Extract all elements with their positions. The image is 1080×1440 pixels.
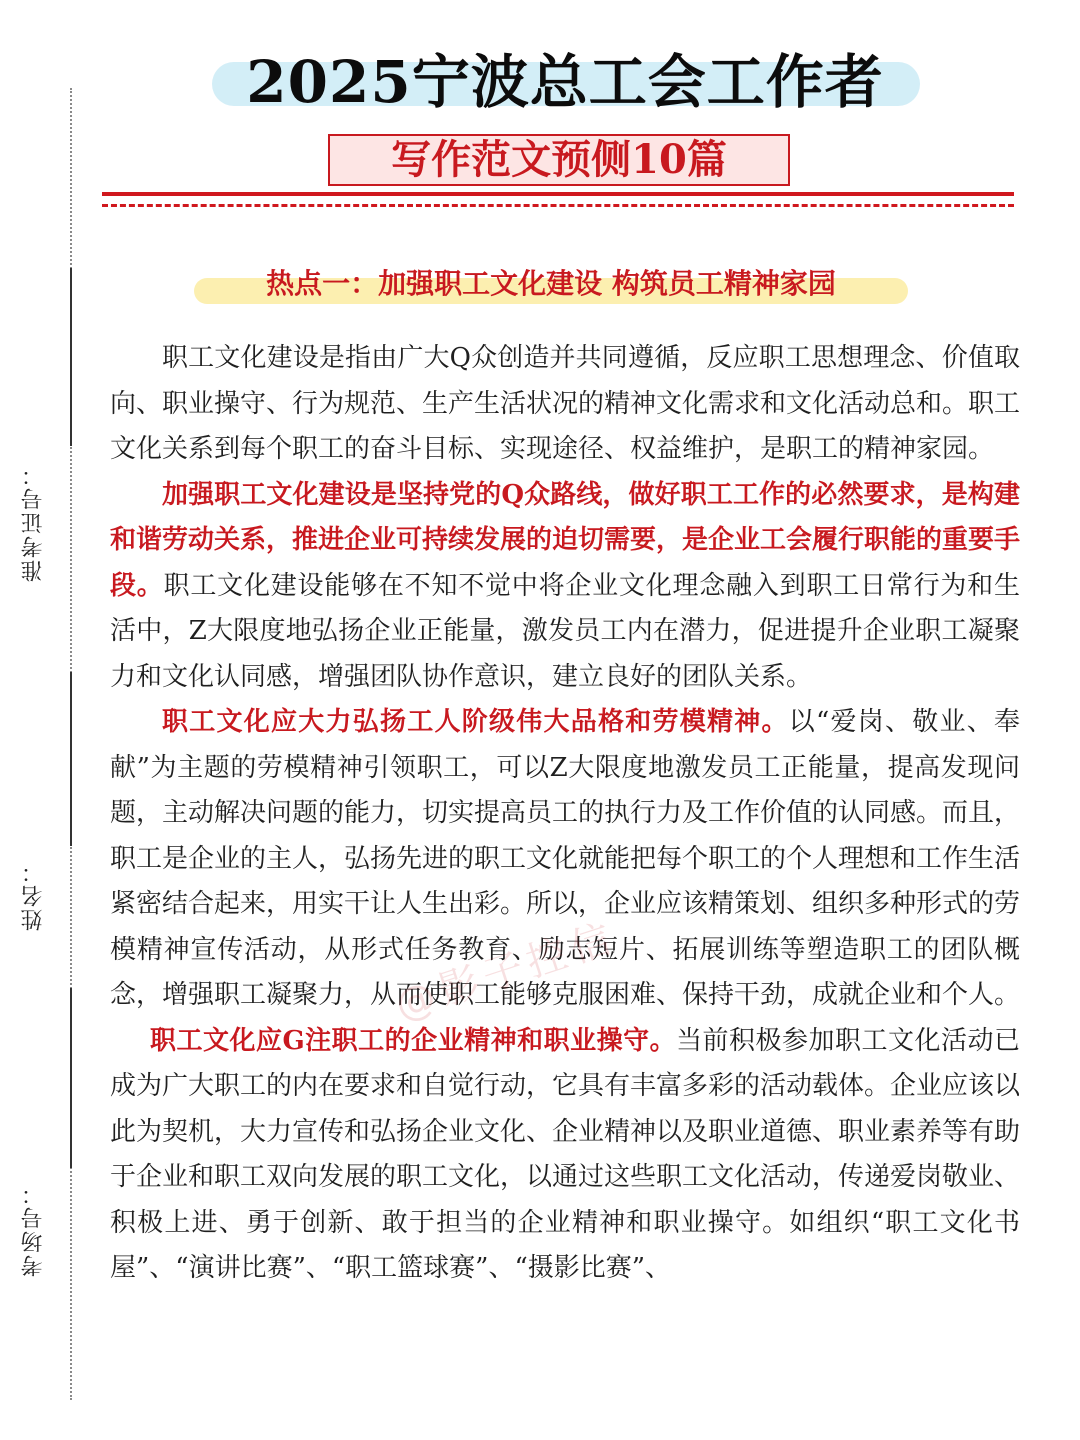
name-field — [18, 672, 68, 934]
paragraph-2-key-sentence: 加强职工文化建设是坚持党的Q众路线，做好职工工作的必然要求，是构建和谐劳动关系，推进企业可持续发展的迫切需要，是企业工会履行职能的重要手段。 — [110, 479, 1021, 601]
name-label: 姓名： — [21, 859, 46, 931]
watermark: @影子控信 — [389, 914, 623, 1030]
paragraph-2-text: 职工文化建设能够在不知不觉中将企业文化理念融入到职工日常行为和生活中，Z大限度地弘扬企业正能量，激发员工内在潜力，促进提升企业职工凝聚力和文化认同感，增强团队协作意识，建立良好的团队关系。 — [110, 570, 1020, 692]
paragraph-4 — [110, 1019, 1020, 1292]
paragraph-4-key-sentence: 职工文化应G注职工的企业精神和职业操守。 — [150, 1025, 677, 1056]
name-blank-line — [70, 672, 72, 846]
paragraph-3-key-sentence: 职工文化应大力弘扬工人阶级伟大品格和劳模精神。 — [162, 707, 789, 737]
exam-id-field — [18, 268, 68, 590]
page-title: 2025宁波总工会工作者 — [246, 48, 884, 116]
paragraph-3-text: 以“爱岗、敬业、奉献”为主题的劳模精神引领职工，可以Z大限度地激发员工正能量，提高发现问题，主动解决问题的能力，切实提高员工的执行力及工作价值的认同感。而且，职工是企业的主人，弘扬先进的职工文化就能把每个职工的个人理想和工作生活紧密结合起来，用实干让人生出彩。所以，企业应该精策划、组织多种形式的劳模精神宣传活动，从形式任务教育、励志短片、拓展训练等塑造职工的团队概念，增强职工凝聚力，从而使职工能够克服困难、保持干劲，成就企业和个人。 — [110, 707, 1021, 1010]
header-divider-solid — [102, 192, 1014, 196]
venue-label: 考场号： — [21, 1181, 46, 1277]
paragraph-3 — [110, 700, 1020, 1019]
paragraph-4-text: 当前积极参加职工文化活动已成为广大职工的内在要求和自觉行动，它具有丰富多彩的活动载体。企业应该以此为契机，大力宣传和弘扬企业文化、企业精神以及职业道德、职业素养等有助于企业和职工双向发展的职工文化，以通过这些职工文化活动，传递爱岗敬业、积极上进、勇于创新、敢于担当的企业精神和职业操守。如组织“职工文化书屋”、“演讲比赛”、“职工篮球赛”、“摄影比赛”、 — [110, 1025, 1021, 1283]
paragraph-1-text: 职工文化建设是指由广大Q众创造并共同遵循，反应职工思想理念、价值取向、职业操守、行为规范、生产生活状况的精神文化需求和文化活动总和。职工文化关系到每个职工的奋斗目标、实现途径、权益维护，是职工的精神家园。 — [110, 343, 1021, 464]
subtitle-box — [328, 134, 790, 186]
subtitle: 写作范文预侧10篇 — [391, 136, 727, 183]
venue-field — [18, 988, 68, 1284]
exam-id-blank-line — [70, 268, 72, 446]
essay-body — [110, 336, 1020, 1292]
venue-blank-line — [70, 988, 72, 1168]
paragraph-1 — [110, 336, 1020, 473]
exam-id-label: 准考证号： — [21, 462, 46, 582]
section-heading: 热点一：加强职工文化建设 构筑员工精神家园 — [266, 267, 836, 300]
paragraph-2 — [110, 473, 1020, 701]
header-divider-dashed — [102, 204, 1014, 207]
